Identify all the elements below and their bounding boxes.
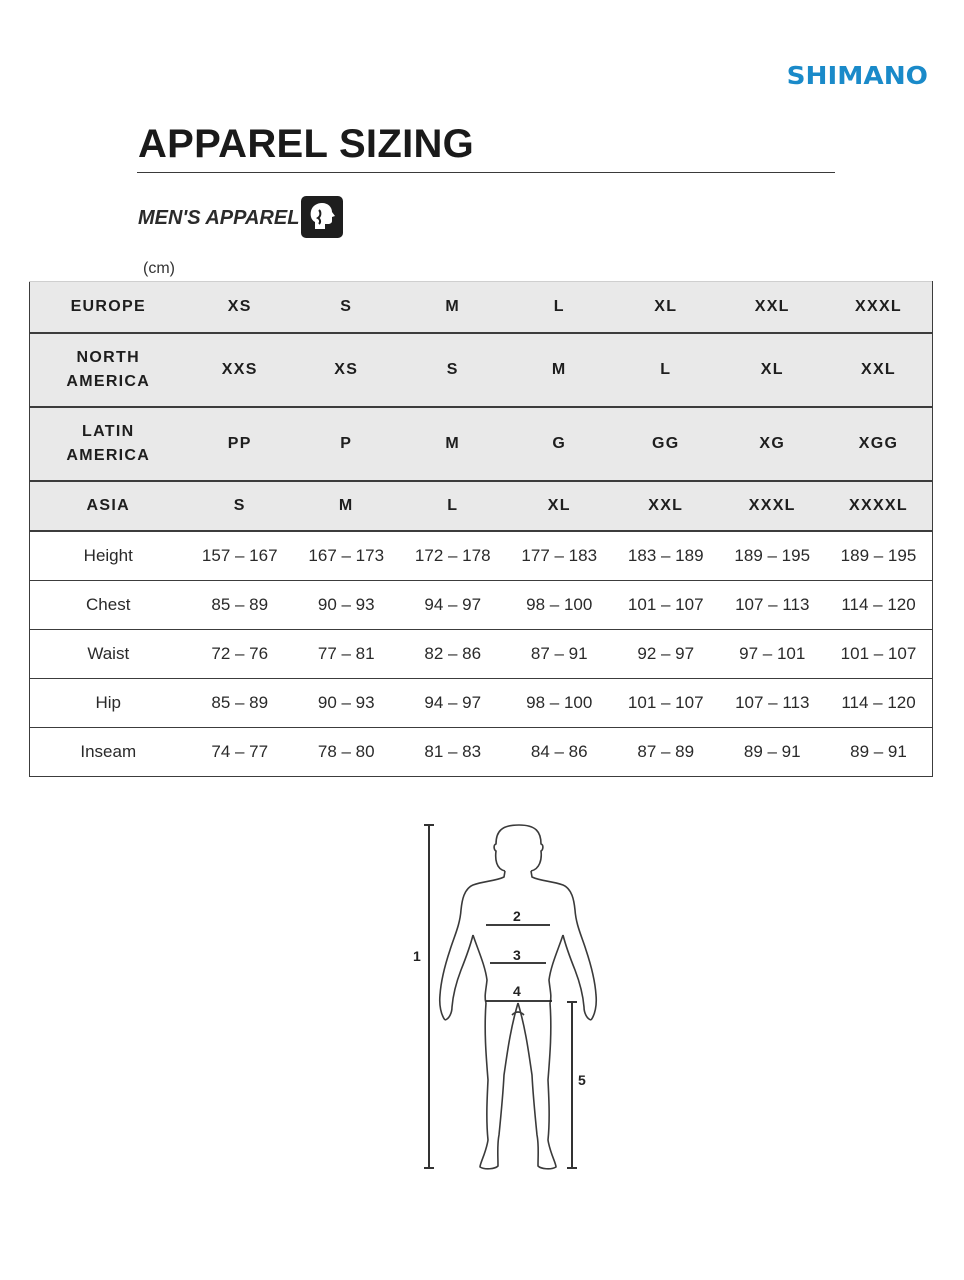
measurement-value: 92 – 97 bbox=[613, 630, 720, 679]
measurement-value: 89 – 91 bbox=[826, 728, 933, 777]
marker-2: 2 bbox=[513, 908, 521, 924]
measurement-label: Inseam bbox=[30, 728, 187, 777]
measurement-value: 101 – 107 bbox=[613, 581, 720, 630]
marker-5: 5 bbox=[578, 1072, 586, 1088]
measurement-value: 114 – 120 bbox=[826, 581, 933, 630]
measurement-row bbox=[30, 581, 933, 630]
size-cell: L bbox=[400, 481, 507, 531]
measurement-value: 87 – 89 bbox=[613, 728, 720, 777]
marker-3: 3 bbox=[513, 947, 521, 963]
region-label bbox=[30, 333, 187, 407]
size-cell: XL bbox=[719, 333, 826, 407]
size-cell: P bbox=[293, 407, 400, 481]
measurement-value: 85 – 89 bbox=[187, 679, 294, 728]
measurement-value: 107 – 113 bbox=[719, 581, 826, 630]
measurement-value: 157 – 167 bbox=[187, 531, 294, 581]
page-title: APPAREL SIZING bbox=[138, 122, 475, 166]
region-label bbox=[30, 282, 187, 334]
measurement-row bbox=[30, 728, 933, 777]
measurement-value: 167 – 173 bbox=[293, 531, 400, 581]
size-cell: M bbox=[400, 407, 507, 481]
measurement-value: 82 – 86 bbox=[400, 630, 507, 679]
male-profile-icon bbox=[301, 196, 343, 238]
size-cell: S bbox=[293, 282, 400, 334]
measurement-label: Height bbox=[30, 531, 187, 581]
size-cell: XXL bbox=[613, 481, 720, 531]
size-cell: XG bbox=[719, 407, 826, 481]
measurement-row bbox=[30, 679, 933, 728]
size-cell: XXS bbox=[187, 333, 294, 407]
measurement-value: 101 – 107 bbox=[826, 630, 933, 679]
measurement-label: Waist bbox=[30, 630, 187, 679]
size-cell: S bbox=[187, 481, 294, 531]
region-label-line: NORTH bbox=[76, 349, 140, 366]
measurement-value: 78 – 80 bbox=[293, 728, 400, 777]
measurement-value: 77 – 81 bbox=[293, 630, 400, 679]
size-cell: M bbox=[506, 333, 613, 407]
size-cell: XXL bbox=[826, 333, 933, 407]
size-cell: L bbox=[506, 282, 613, 334]
measurement-value: 94 – 97 bbox=[400, 679, 507, 728]
region-size-row bbox=[30, 282, 933, 334]
region-size-row bbox=[30, 407, 933, 481]
region-label-line: LATIN bbox=[82, 423, 135, 440]
size-cell: XGG bbox=[826, 407, 933, 481]
measurement-row bbox=[30, 630, 933, 679]
region-label bbox=[30, 407, 187, 481]
measurement-value: 107 – 113 bbox=[719, 679, 826, 728]
measurement-value: 172 – 178 bbox=[400, 531, 507, 581]
size-chart-table bbox=[29, 281, 933, 777]
region-label-line: ASIA bbox=[86, 497, 130, 514]
measurement-value: 87 – 91 bbox=[506, 630, 613, 679]
unit-label: (cm) bbox=[143, 260, 175, 277]
measurement-value: 85 – 89 bbox=[187, 581, 294, 630]
measurement-value: 97 – 101 bbox=[719, 630, 826, 679]
size-cell: S bbox=[400, 333, 507, 407]
shimano-logo: SHIMANO bbox=[786, 61, 928, 90]
size-cell: XL bbox=[506, 481, 613, 531]
size-cell: G bbox=[506, 407, 613, 481]
size-cell: XL bbox=[613, 282, 720, 334]
measurement-value: 189 – 195 bbox=[826, 531, 933, 581]
marker-4: 4 bbox=[513, 983, 521, 999]
region-size-row bbox=[30, 481, 933, 531]
measurement-value: 183 – 189 bbox=[613, 531, 720, 581]
region-label-line: AMERICA bbox=[66, 447, 151, 464]
measurement-value: 98 – 100 bbox=[506, 581, 613, 630]
measurement-value: 90 – 93 bbox=[293, 679, 400, 728]
size-cell: XXL bbox=[719, 282, 826, 334]
measurement-value: 81 – 83 bbox=[400, 728, 507, 777]
measurement-value: 90 – 93 bbox=[293, 581, 400, 630]
measurement-value: 72 – 76 bbox=[187, 630, 294, 679]
measurement-value: 74 – 77 bbox=[187, 728, 294, 777]
inseam-measure-line bbox=[567, 1002, 577, 1168]
measurement-row bbox=[30, 531, 933, 581]
measurement-label: Hip bbox=[30, 679, 187, 728]
measurement-value: 177 – 183 bbox=[506, 531, 613, 581]
title-divider bbox=[137, 172, 835, 173]
size-cell: PP bbox=[187, 407, 294, 481]
measurement-label: Chest bbox=[30, 581, 187, 630]
measurement-value: 98 – 100 bbox=[506, 679, 613, 728]
size-cell: XS bbox=[187, 282, 294, 334]
region-label-line: EUROPE bbox=[70, 298, 146, 315]
size-cell: L bbox=[613, 333, 720, 407]
size-cell: XXXL bbox=[719, 481, 826, 531]
size-cell: GG bbox=[613, 407, 720, 481]
region-size-row bbox=[30, 333, 933, 407]
size-cell: M bbox=[293, 481, 400, 531]
measurement-value: 114 – 120 bbox=[826, 679, 933, 728]
height-measure-line bbox=[424, 825, 434, 1168]
section-title: MEN'S APPAREL bbox=[138, 207, 300, 229]
region-label-line: AMERICA bbox=[66, 373, 151, 390]
body-measurement-diagram bbox=[400, 815, 620, 1180]
measurement-value: 84 – 86 bbox=[506, 728, 613, 777]
measurement-value: 101 – 107 bbox=[613, 679, 720, 728]
size-cell: XXXL bbox=[826, 282, 933, 334]
marker-1: 1 bbox=[413, 948, 421, 964]
measurement-value: 89 – 91 bbox=[719, 728, 826, 777]
measurement-value: 189 – 195 bbox=[719, 531, 826, 581]
size-cell: XS bbox=[293, 333, 400, 407]
region-label bbox=[30, 481, 187, 531]
size-cell: M bbox=[400, 282, 507, 334]
measurement-value: 94 – 97 bbox=[400, 581, 507, 630]
size-cell: XXXXL bbox=[826, 481, 933, 531]
